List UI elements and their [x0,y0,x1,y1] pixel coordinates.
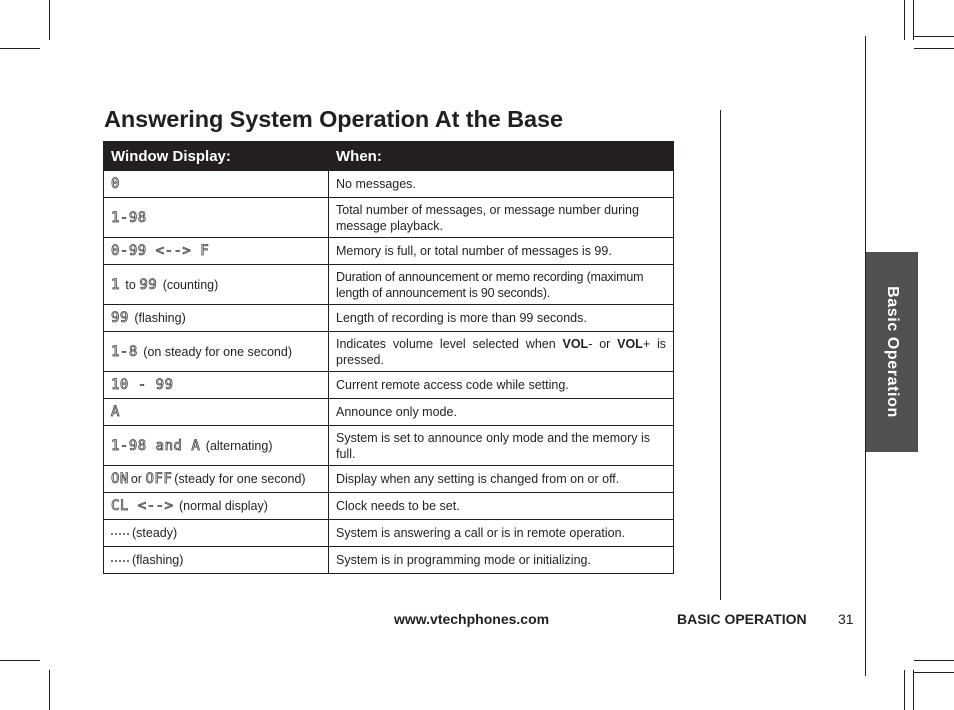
table-row [104,399,674,426]
row-description: Duration of announcement or memo recording (maximum length of announcement is 90 seconds). [329,265,674,305]
row-description: No messages. [329,171,674,198]
description-text: is pressed. [336,336,666,367]
crop-mark [0,660,40,661]
crop-mark [914,48,954,49]
vol-minus-key-label: VOL- [562,336,593,351]
description-text: Indicates volume level selected when [336,336,556,351]
crop-mark [914,672,954,673]
row-description: Display when any setting is changed from on or off. [329,466,674,493]
page-title: Answering System Operation At the Base [104,106,563,132]
row-description: System is in programming mode or initializing. [329,547,674,574]
lcd-display-text: 10 - 99 [111,377,174,393]
description-text: or [599,336,611,351]
row-description: Announce only mode. [329,399,674,426]
section-side-tab [866,252,918,452]
row-description: Length of recording is more than 99 seconds. [329,305,674,332]
lcd-display-text: 1-8 [111,343,138,360]
lcd-display-text: 0 [111,176,120,192]
display-note: (flashing) [134,311,186,325]
table-row [104,171,674,198]
display-note: (flashing) [132,553,184,567]
column-divider [720,110,721,600]
table-row [104,198,674,238]
lcd-dashes-icon [111,533,129,535]
lcd-display-text: 99 [139,276,158,293]
row-description: Clock needs to be set. [329,493,674,520]
crop-mark [913,0,914,40]
section-side-tab-label: Basic Operation [884,286,901,418]
table-row [104,372,674,399]
table-row [104,238,674,265]
row-description: Memory is full, or total number of messages is 99. [329,238,674,265]
lcd-display-text: 1-98 and A [111,437,201,454]
table-row [104,265,674,305]
crop-mark [49,670,50,710]
row-description: Total number of messages, or message number during message playback. [329,198,674,238]
lcd-display-text: ON [111,471,129,487]
crop-mark [913,670,914,710]
table-row [104,426,674,466]
row-description [329,332,674,372]
footer-section-name: BASIC OPERATION [677,611,807,627]
page-number: 31 [838,611,854,627]
crop-mark [0,48,40,49]
crop-mark [914,36,954,37]
footer-website: www.vtechphones.com [394,611,550,627]
lcd-display-text: CL <--> [111,498,174,514]
window-display-table [103,141,674,574]
lcd-display-text: 99 [111,310,129,326]
lcd-display-text: 1 [111,276,120,293]
display-note: (counting) [162,277,219,292]
crop-mark [904,0,905,40]
display-connector-text: to [125,277,136,292]
lcd-display-text: OFF [145,471,173,487]
table-row [104,305,674,332]
table-header-row [104,142,674,171]
lcd-dashes-icon [111,560,129,562]
table-row [104,493,674,520]
crop-mark [49,0,50,40]
row-description: System is set to announce only mode and the memory is full. [329,426,674,466]
display-note: (alternating) [205,438,273,453]
display-connector-text: or [130,472,142,486]
display-note: (steady) [132,526,178,540]
lcd-display-text: A [111,404,120,420]
vol-plus-key-label: VOL+ [617,336,651,351]
display-note: (normal display) [179,499,268,513]
table-row [104,466,674,493]
row-description: System is answering a call or is in remote operation. [329,520,674,547]
column-header-window-display: Window Display: [104,142,329,171]
table-row [104,332,674,372]
column-header-when: When: [329,142,674,171]
crop-mark [904,670,905,710]
row-description: Current remote access code while setting. [329,372,674,399]
crop-mark [914,660,954,661]
display-note: (on steady for one second) [143,344,292,359]
table-row [104,547,674,574]
display-note: (steady for one second) [174,472,306,486]
table-row [104,520,674,547]
lcd-display-text: 0-99 <--> F [111,243,210,259]
lcd-display-text: 1-98 [111,209,147,226]
